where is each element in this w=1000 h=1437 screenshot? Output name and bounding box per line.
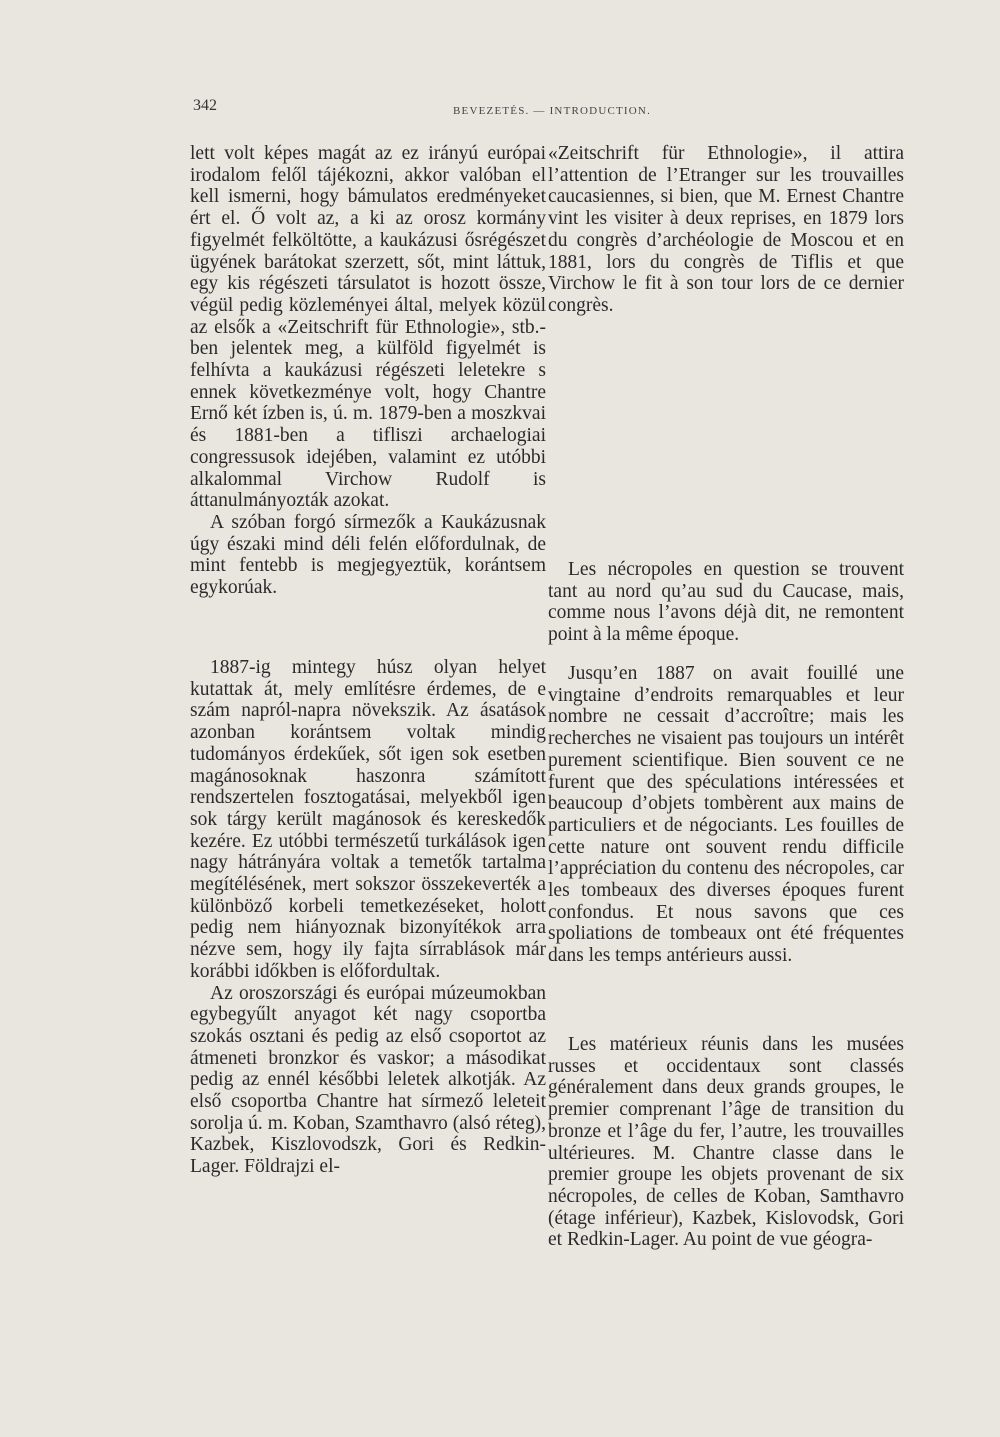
french-paragraph-1: «Zeitschrift für Ethnologie», il attira l’attention de l’Etranger sur les trouvailles caucasiennes, si bien, que M. Ernest Chantre vint les visiter à deux reprises, en 1879 lors du congrès d’archéologie de Moscou et en 1881, lors du congrès de Tiflis et que Virchow le fit à son tour lors de ce dernier congrès. <box>548 143 904 316</box>
french-paragraph-4-block <box>548 1034 904 1251</box>
page-number: 342 <box>193 97 217 114</box>
hungarian-paragraph-1: lett volt képes magát az ez irányú európai irodalom felől tájékozni, akkor valóban el kell ismerni, hogy bámulatos eredményeket ért el. Ő volt az, a ki az orosz kormány figyelmét felköltötte, a kaukázusi ősrégészet ügyének barátokat szerzett, sőt, mint láttuk, egy kis régészeti társulatot is hozott össze, végül pedig közleményei által, melyek közül az elsők a «Zeitschrift für Ethnologie», stb.-ben jelentek meg, a külföld figyelmét is felhívta a kaukázusi régészeti leletekre s ennek következménye volt, hogy Chantre Ernő két ízben is, ú. m. 1879-ben a moszkvai és 1881-ben a tifliszi archaelogiai congressusok idejében, valamint ez utóbbi alkalommal Virchow Rudolf is áttanulmányozták azokat. <box>190 143 546 512</box>
french-paragraph-3-block <box>548 663 904 967</box>
french-paragraph-4: Les matérieux réunis dans les musées russes et occidentaux sont classés généralement dans deux grands groupes, le premier comprenant l’âge de transition du bronze et l’âge du fer, l’autre, les trouvailles ultérieures. M. Chantre classe dans le premier groupe les objets provenant de six nécropoles, de celles de Koban, Samthavro (étage inférieur), Kazbek, Kislovodsk, Gori et Redkin-Lager. Au point de vue géogra- <box>548 1034 904 1251</box>
french-paragraph-1-block <box>548 143 904 317</box>
running-head: BEVEZETÉS. — INTRODUCTION. <box>453 105 652 117</box>
french-paragraph-3: Jusqu’en 1887 on avait fouillé une vingtaine d’endroits remarquables et leur nombre ne cessait d’accroître; mais les recherches ne visaient pas toujours un intérêt purement scientifique. Bien souvent ce ne furent que des spéculations intéressées et beaucoup d’objets tombèrent aux mains de particuliers et de négociants. Les fouilles de cette nature ont souvent rendu difficile l’appréciation du contenu des nécropoles, car les tombeaux des diverses époques furent confondus. Et nous savons que ces spoliations de tombeaux ont été fréquentes dans les temps antérieurs aussi. <box>548 663 904 967</box>
hungarian-column-lower <box>190 657 546 1178</box>
french-paragraph-2: Les nécropoles en question se trouvent tant au nord qu’au sud du Caucase, mais, comme nous l’avons déjà dit, ne remontent point à la même époque. <box>548 559 904 646</box>
hungarian-paragraph-4: Az oroszországi és európai múzeumokban egybegyűlt anyagot két nagy csoportba szokás osztani és pedig az első csoportot az átmeneti bronzkor és vaskor; a másodikat pedig az ennél későbbi leletek alkotják. Az első csoportba Chantre hat sírmező leleteit sorolja ú. m. Koban, Szamthavro (alsó réteg), Kazbek, Kiszlovodszk, Gori és Redkin-Lager. Földrajzi el- <box>190 982 546 1178</box>
french-paragraph-2-block <box>548 559 904 646</box>
hungarian-column <box>190 143 546 599</box>
hungarian-paragraph-2: A szóban forgó sírmezők a Kaukázusnak úgy északi mind déli felén előfordulnak, de mint fentebb is megjegyeztük, korántsem egykorúak. <box>190 511 546 599</box>
hungarian-paragraph-3: 1887-ig mintegy húsz olyan helyet kutattak át, mely említésre érdemes, de e szám napról-napra növekszik. Az ásatások azonban korántsem voltak mindig tudományos érdekűek, sőt igen sok esetben magánosoknak haszonra számított rendszertelen fosztogatásai, melyekből igen sok tárgy került magánosok és kereskedők kezére. Ez utóbbi természetű turkálások igen nagy hátrányára voltak a temetők tartalma megítélésének, mert sokszor összekeverték a különböző korbeli temetkezéseket, holott pedig nem hiányoznak bizonyítékok arra nézve sem, hogy ily fajta sírrablások már korábbi időkben is előfordultak. <box>190 657 546 982</box>
